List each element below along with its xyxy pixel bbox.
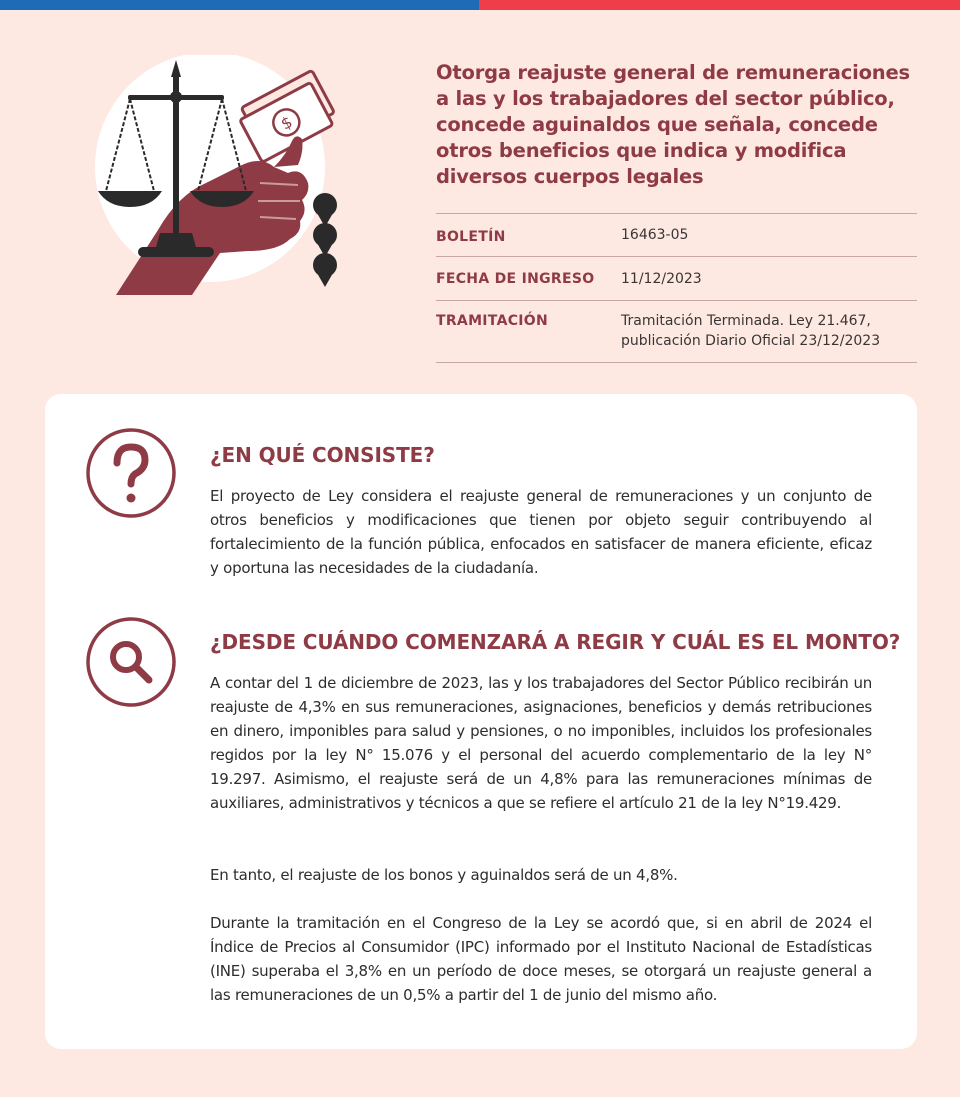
page-title: Otorga reajuste general de remuneraciones a las y los trabajadores del sector público, concede aguinaldos que señala, concede otros beneficios que indica y modifica diversos cuerpos legales <box>436 61 910 188</box>
info-table <box>436 213 917 363</box>
boletin-value: 16463-05 <box>621 227 689 243</box>
info-row-tramitacion <box>436 300 917 363</box>
info-row-boletin <box>436 213 917 256</box>
section-heading-monto: ¿DESDE CUÁNDO COMENZARÁ A REGIR Y CUÁL ES EL MONTO? <box>210 630 901 654</box>
section-heading-consiste: ¿EN QUÉ CONSISTE? <box>210 443 435 467</box>
top-bar-blue <box>0 0 479 10</box>
top-bar-red <box>479 0 960 10</box>
boletin-label: BOLETÍN <box>436 229 506 245</box>
info-row-fecha <box>436 256 917 300</box>
magnifier-icon <box>85 616 177 708</box>
section-paragraph: A contar del 1 de diciembre de 2023, las y los trabajadores del Sector Público recibirán un reajuste de 4,3% en sus remuneraciones, asignaciones, beneficios y demás retribuciones en dinero, imponibles para salud y pensiones, o no imponibles, incluidos los profesionales regidos por la ley N° 15.076 y el personal del acuerdo complementario de la ley N° 19.297. Asimismo, el reajuste será de un 4,8% para las remuneraciones mínimas de auxiliares, administrativos y técnicos a que se refiere el artículo 21 de la ley N°19.429. <box>210 674 872 812</box>
scales-of-justice-hand-money-icon <box>88 55 348 300</box>
section-paragraph: Durante la tramitación en el Congreso de la Ley se acordó que, si en abril de 2024 el Índice de Precios al Consumidor (IPC) informado por el Instituto Nacional de Estadísticas (INE) superaba el 3,8% en un período de doce meses, se otorgará un reajuste general a las remuneraciones de un 0,5% a partir del 1 de junio del mismo año. <box>210 914 872 1004</box>
top-color-bar <box>0 0 960 10</box>
tramitacion-value: Tramitación Terminada. Ley 21.467, publicación Diario Oficial 23/12/2023 <box>621 313 881 349</box>
tramitacion-label: TRAMITACIÓN <box>436 313 549 329</box>
question-mark-icon <box>85 427 177 519</box>
svg-text:$: $ <box>277 112 296 134</box>
fecha-label: FECHA DE INGRESO <box>436 271 595 287</box>
fecha-value: 11/12/2023 <box>621 271 702 287</box>
section-paragraph: El proyecto de Ley considera el reajuste general de remuneraciones y un conjunto de otros beneficios y modificaciones que tienen por objeto seguir contribuyendo al fortalecimiento de la función pública, enfocados en satisfacer de manera eficiente, eficaz y oportuna las necesidades de la ciudadanía. <box>210 487 872 577</box>
section-paragraph: En tanto, el reajuste de los bonos y aguinaldos será de un 4,8%. <box>210 866 678 884</box>
content-card <box>45 394 917 1049</box>
